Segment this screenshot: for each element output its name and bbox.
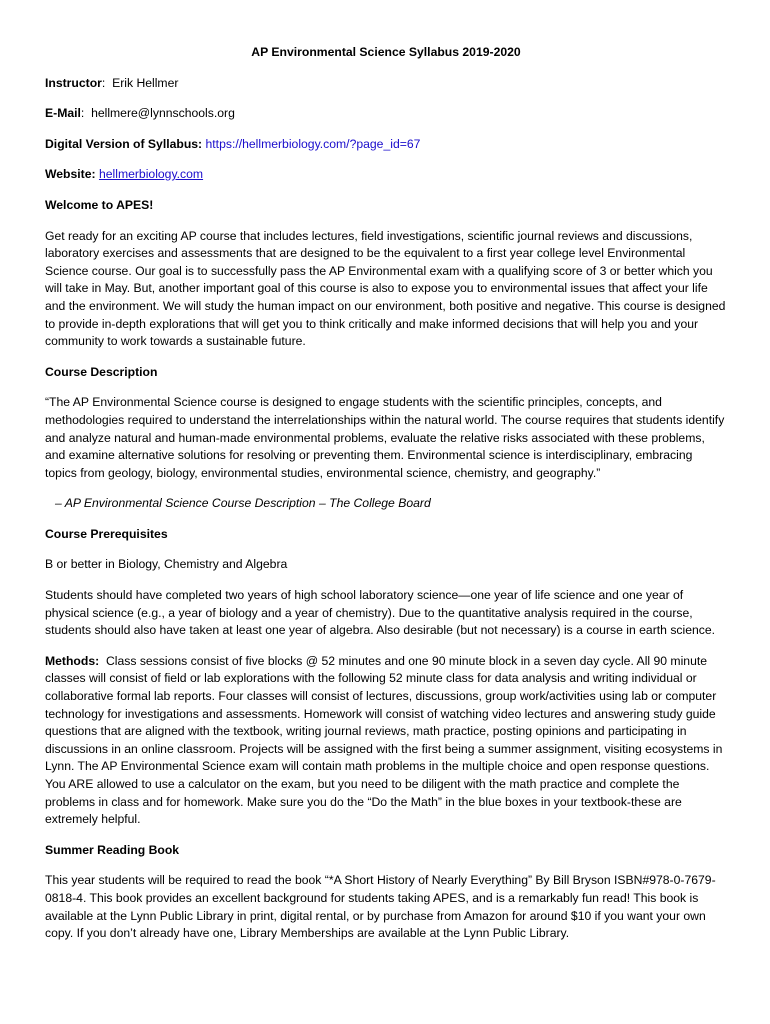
summer-reading-heading: Summer Reading Book: [45, 842, 180, 857]
prerequisites-heading: Course Prerequisites: [45, 526, 168, 541]
digital-syllabus-url[interactable]: https://hellmerbiology.com/?page_id=67: [205, 136, 421, 151]
document-content: [45, 44, 727, 956]
methods-paragraph: [45, 653, 727, 829]
summer-reading-paragraph: This year students will be required to read the book “*A Short History of Nearly Everything” By Bill Bryson ISBN#978-0-7679-0818-4. This book provides an excellent background for students taking APES, and is a remarkably fun read! This book is available at the Lynn Public Library in print, digital rental, or by purchase from Amazon for around $10 if you want your own copy. If you don’t already have one, Library Memberships are available at the Lynn Public Library.: [45, 873, 716, 941]
prerequisites-line: B or better in Biology, Chemistry and Algebra: [45, 557, 288, 572]
prerequisites-paragraph: Students should have completed two years of high school laboratory science—one year of life science and one year of physical science (e.g., a year of biology and a year of chemistry). Due to the quantitative analysis required in the course, students should also have taken at least one year of algebra. Also desirable (but not necessary) is a course in earth science.: [45, 588, 716, 638]
digital-syllabus-label: Digital Version of Syllabus:: [45, 136, 203, 151]
methods-text: Class sessions consist of five blocks @ 52 minutes and one 90 minute block in a seven day cycle. All 90 minute classes will consist of field or lab explorations with the following 52 minute class for data analysis and writing individual or collaborative formal lab reports. Four classes will consist of lectures, discussions, group work/activities using lab or computer technology for investigations and assessments. Homework will consist of watching video lectures and answering study guide questions that are aligned with the textbook, writing journal reviews, math practice, posting opinions and participating in discussions in an online classroom. Projects will be assigned with the first being a summer assignment, visiting ecosystems in Lynn. The AP Environmental Science exam will contain math problems in the multiple choice and open response questions. You ARE allowed to use a calculator on the exam, but you need to be diligent with the math practice and complete the problems in class and for homework. Make sure you do the “Do the Math” in the blue boxes in your textbook-these are extremely helpful.: [45, 653, 723, 827]
document-title: AP Environmental Science Syllabus 2019-2020: [251, 45, 521, 59]
course-description-quote: “The AP Environmental Science course is designed to engage students with the scientific principles, concepts, and methodologies required to understand the interrelationships within the natural world. The course requires that students identify and analyze natural and human-made environmental problems, evaluate the relative risks associated with these problems, and examine alternative solutions for resolving or preventing them. Environmental science is interdisciplinary, embracing topics from geology, biology, environmental studies, environmental science, chemistry, and geography.”: [45, 395, 725, 480]
email-value: hellmere@lynnschools.org: [91, 106, 235, 121]
methods-label: Methods:: [45, 653, 100, 668]
website-label: Website:: [45, 167, 96, 182]
instructor-name: Erik Hellmer: [112, 75, 179, 90]
instructor-line: [45, 75, 727, 93]
instructor-colon: :: [101, 75, 113, 90]
website-link[interactable]: hellmerbiology.com: [98, 167, 204, 182]
course-description-heading: Course Description: [45, 364, 158, 379]
website-line: [45, 166, 727, 184]
course-description-attribution: – AP Environmental Science Course Description – The College Board: [55, 496, 431, 511]
email-label: E-Mail: [45, 106, 81, 121]
instructor-label: Instructor: [45, 75, 102, 90]
welcome-heading: Welcome to APES!: [45, 197, 154, 212]
digital-syllabus-line: [45, 136, 727, 154]
email-colon: :: [80, 106, 92, 121]
email-line: [45, 105, 727, 123]
welcome-paragraph: Get ready for an exciting AP course that includes lectures, field investigations, scientific journal reviews and discussions, laboratory exercises and assessments that are designed to be the equivalent to a first year college level Environmental Science course. Our goal is to successfully pass the AP Environmental exam with a qualifying score of 3 or better which you will take in May. But, another important goal of this course is also to expose you to environmental issues that affect your life and the environment. We will study the human impact on our environment, both positive and negative. This course is designed to provide in-depth explorations that will get you to think critically and make informed decisions that will help you and your community to work towards a sustainable future.: [45, 228, 726, 349]
